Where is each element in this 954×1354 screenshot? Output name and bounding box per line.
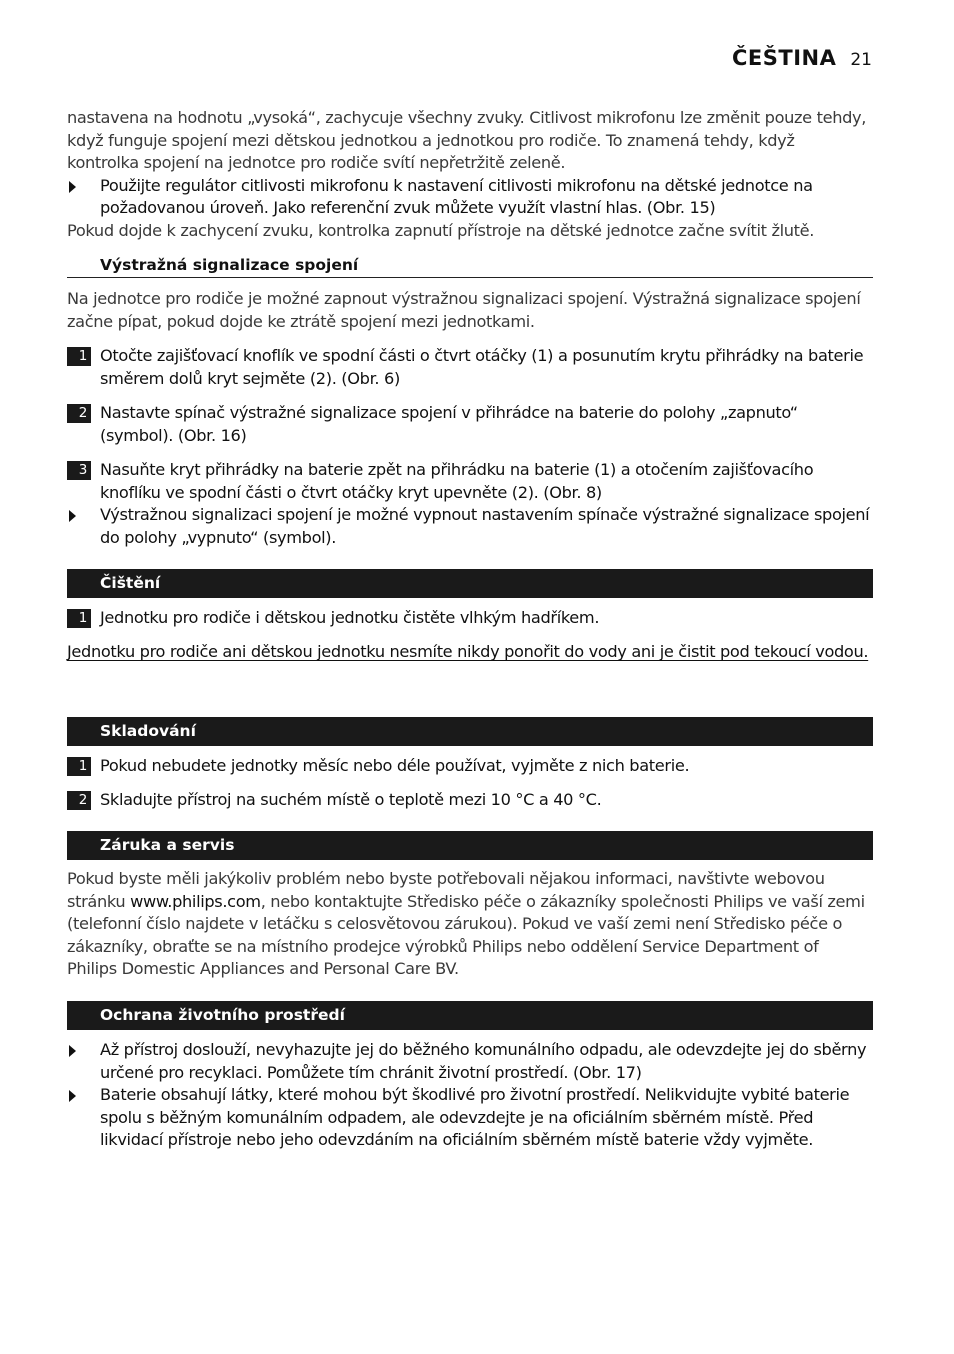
step-number: 1 [67, 347, 91, 366]
step-number: 2 [67, 404, 91, 423]
storage-step-1 [67, 755, 873, 778]
step-text: Skladujte přístroj na suchém místě o teplotě mezi 10 °C a 40 °C. [100, 790, 602, 809]
warning-text: Jednotku pro rodiče ani dětskou jednotku nesmíte nikdy ponořit do vody ani je čistit pod tekoucí vodou. [67, 642, 869, 661]
alarm-intro-text: Na jednotce pro rodiče je možné zapnout výstražnou signalizaci spojení. Výstražná signalizace spojení začne pípat, pokud dojde ke ztrátě spojení mezi jednotkami. [67, 289, 861, 331]
list-item [67, 175, 873, 220]
alarm-step-1 [67, 345, 873, 390]
numbered-step [67, 345, 873, 390]
numbered-step [67, 607, 873, 630]
cleaning-warning [67, 641, 873, 664]
intro-line-3: kontrolka spojení na jednotce pro rodiče svítí nepřetržitě zeleně. [67, 153, 566, 173]
bullet-icon [69, 1090, 76, 1102]
section-heading: Čištění [67, 569, 873, 598]
language-title: ČEŠTINA [732, 46, 837, 70]
cleaning-step [67, 607, 873, 630]
alarm-intro [67, 288, 873, 333]
item-text: Použijte regulátor citlivosti mikrofonu k nastavení citlivosti mikrofonu na dětské jednotce na požadovanou úroveň. Jako referenční zvuk můžete využít vlastní hlas. (Obr. 15) [100, 175, 813, 218]
step-text: Nastavte spínač výstražné signalizace spojení v přihrádce na baterie do polohy „zapnuto“ (symbol). (Obr. 16) [100, 403, 798, 445]
list-item [67, 1039, 873, 1084]
storage-step-2 [67, 789, 873, 812]
step-text: Otočte zajišťovací knoflík ve spodní části o čtvrt otáčky (1) a posunutím krytu přihrádky na baterie směrem dolů kryt sejměte (2). (Obr. 6) [100, 346, 864, 388]
step-text: Nasuňte kryt přihrádky na baterie zpět na přihrádku na baterie (1) a otočením zajišťovacího knoflíku ve spodní části o čtvrt otáčky kryt upevněte (2). (Obr. 8) [100, 460, 814, 502]
cleaning-section [67, 569, 873, 598]
item-text: Až přístroj doslouží, nevyhazujte jej do běžného komunálního odpadu, ale odevzdejte jej do sběrny určené pro recyklaci. Pomůžete tím chránit životní prostředí. (Obr. 17) [100, 1040, 867, 1082]
section-heading: Ochrana životního prostředí [67, 1001, 873, 1030]
alarm-step-3 [67, 459, 873, 549]
warranty-body [67, 868, 873, 981]
step-number: 3 [67, 461, 91, 480]
alarm-section [67, 254, 873, 278]
step-number: 1 [67, 757, 91, 776]
alarm-step-2 [67, 402, 873, 447]
intro-line-2: když funguje spojení mezi dětskou jednotkou a jednotkou pro rodiče. To znamená tehdy, když [67, 130, 795, 150]
environment-list [67, 1039, 873, 1152]
website-link[interactable]: www.philips.com [130, 891, 261, 911]
intro-line-1: nastavena na hodnotu „vysoká“, zachycuje všechny zvuky. Citlivost mikrofonu lze změnit pouze tehdy, [67, 108, 867, 127]
page-number: 21 [850, 50, 872, 70]
list-item [67, 1084, 873, 1152]
step-text: Jednotku pro rodiče i dětskou jednotku čistěte vlhkým hadříkem. [100, 608, 600, 627]
step-text: Pokud nebudete jednotky měsíc nebo déle používat, vyjměte z nich baterie. [100, 756, 690, 775]
environment-section [67, 1001, 873, 1030]
step-number: 2 [67, 791, 91, 810]
numbered-step [67, 402, 873, 447]
bullet-icon [69, 1045, 76, 1057]
section-heading: Výstražná signalizace spojení [67, 254, 873, 278]
section-heading: Skladování [67, 717, 873, 746]
numbered-step [67, 755, 873, 778]
item-text: Baterie obsahují látky, které mohou být škodlivé pro životní prostředí. Nelikvidujte vybité baterie spolu s běžným komunálním odpadem, ale odevzdejte je na oficiálním sběrném místě. Před likvidací přístroje nebo jeho odevzdáním na oficiálním sběrném místě baterie vždy vyjměte. [100, 1085, 850, 1150]
numbered-step [67, 789, 873, 812]
numbered-step [67, 459, 873, 504]
item-text: Výstražnou signalizaci spojení je možné vypnout nastavením spínače výstražné signalizace spojení do polohy „vypnuto“ (symbol). [100, 505, 870, 547]
intro-section [67, 107, 873, 243]
bullet-icon [69, 510, 76, 522]
section-heading: Záruka a servis [67, 831, 873, 860]
storage-section [67, 717, 873, 746]
bullet-icon [69, 181, 76, 193]
warranty-section [67, 831, 873, 860]
intro-after-text: Pokud dojde k zachycení zvuku, kontrolka zapnutí přístroje na dětské jednotce začne svítit žlutě. [67, 220, 815, 240]
step-number: 1 [67, 609, 91, 628]
warranty-text [67, 868, 873, 981]
warranty-text-start: Pokud byste měli jakýkoliv problém nebo byste potřebovali nějakou informaci, navštivte webovou stránku [67, 869, 825, 911]
page-header [732, 46, 872, 70]
list-item [67, 504, 873, 549]
warranty-text-end: , nebo kontaktujte Středisko péče o zákazníky společnosti Philips ve vaší zemi (telefonní číslo najdete v letáčku s celosvětovou zárukou). Pokud ve vaší zemi není Středisko péče o zákazníky, obraťte se na místního prodejce výrobků Philips nebo oddělení Service Department of Philips Domestic Appliances and Personal Care BV. [67, 891, 865, 979]
